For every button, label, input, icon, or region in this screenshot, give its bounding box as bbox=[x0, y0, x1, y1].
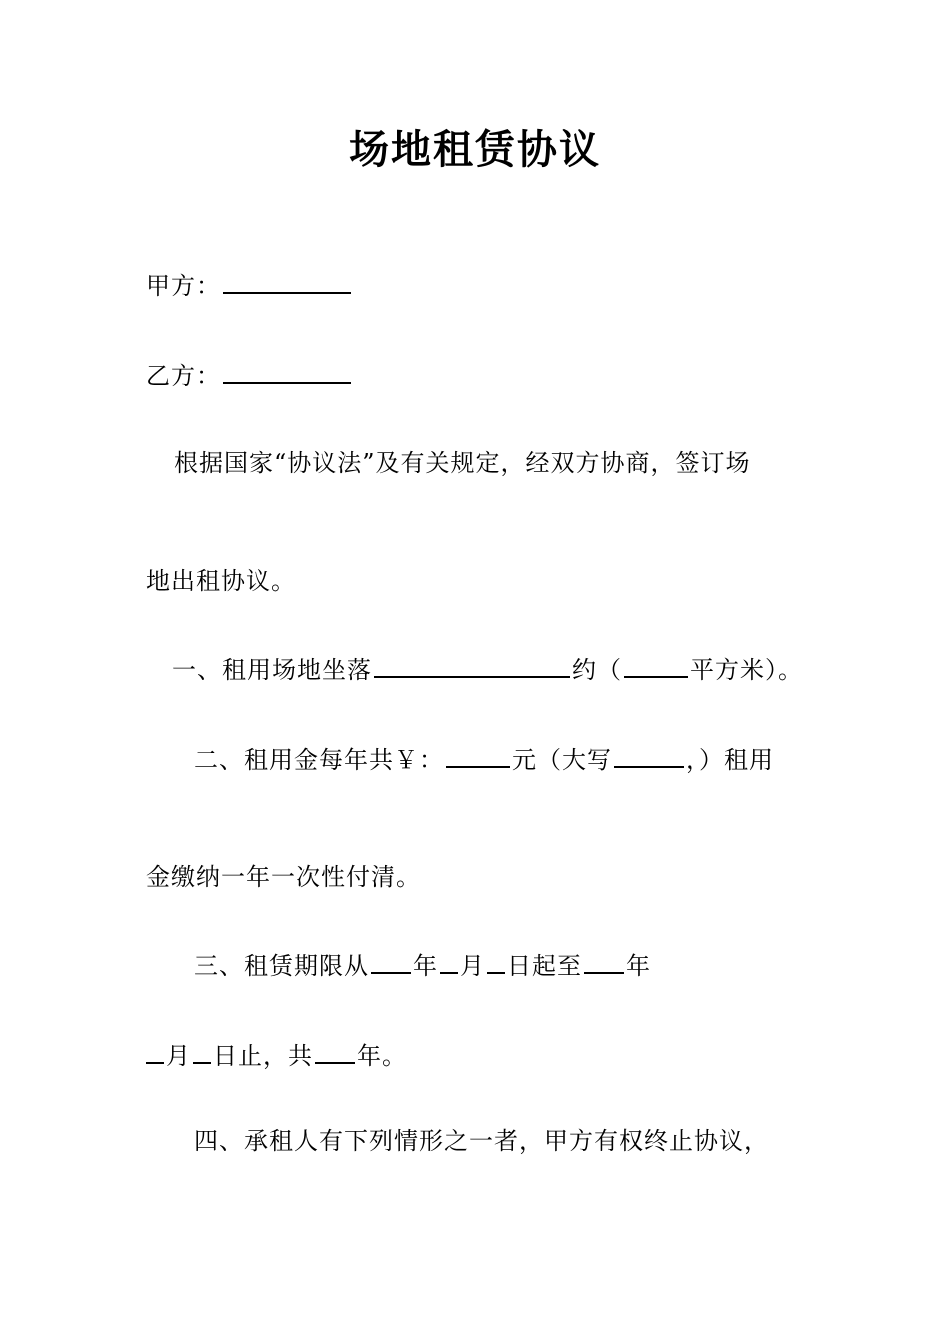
clause-3-text-h: 年。 bbox=[357, 1042, 407, 1070]
clause-3-line-1 bbox=[194, 948, 651, 981]
clause-3-text-a: 三、租赁期限从 bbox=[194, 952, 369, 980]
clause-3-text-b: 年 bbox=[413, 952, 438, 980]
party-b-label: 乙方： bbox=[146, 362, 221, 390]
clause-3-text-g: 日止，共 bbox=[213, 1042, 313, 1070]
preamble-line-2: 地出租协议。 bbox=[146, 567, 296, 595]
clause-1-text-a: 一、租用场地坐落 bbox=[172, 656, 372, 684]
end-year-blank bbox=[584, 948, 624, 974]
rent-amount-blank bbox=[446, 742, 510, 768]
total-years-blank bbox=[315, 1038, 355, 1064]
site-location-blank bbox=[374, 652, 570, 678]
clause-2-line-2: 金缴纳一年一次性付清。 bbox=[146, 863, 421, 891]
rent-amount-words-blank bbox=[614, 742, 684, 768]
party-a-blank bbox=[223, 268, 351, 294]
start-month-blank bbox=[440, 948, 458, 974]
preamble-line-1: 根据国家“协议法”及有关规定，经双方协商，签订场 bbox=[174, 449, 751, 477]
clause-2-text-c: ，）租用 bbox=[686, 746, 774, 774]
clause-3-text-c: 月 bbox=[460, 952, 485, 980]
clause-3-text-d: 日起至 bbox=[507, 952, 582, 980]
end-day-blank bbox=[193, 1038, 211, 1064]
clause-3-text-e: 年 bbox=[626, 952, 651, 980]
party-b-blank bbox=[223, 358, 351, 384]
clause-1-text-b: 约（ bbox=[572, 656, 622, 684]
clause-2-line-1 bbox=[194, 742, 774, 775]
clause-2-text-a: 二、租用金每年共￥： bbox=[194, 746, 444, 774]
area-blank bbox=[624, 652, 688, 678]
party-a-label: 甲方： bbox=[146, 272, 221, 300]
clause-4: 四、承租人有下列情形之一者，甲方有权终止协议， bbox=[194, 1127, 769, 1155]
start-day-blank bbox=[487, 948, 505, 974]
clause-1 bbox=[172, 652, 803, 685]
clause-3-line-2 bbox=[146, 1038, 407, 1071]
party-a-line bbox=[146, 268, 353, 301]
start-year-blank bbox=[371, 948, 411, 974]
party-b-line bbox=[146, 358, 353, 391]
clause-1-text-c: 平方米）。 bbox=[690, 656, 803, 684]
document-title: 场地租赁协议 bbox=[349, 126, 601, 173]
clause-2-text-b: 元（大写 bbox=[512, 746, 612, 774]
end-month-blank bbox=[146, 1038, 164, 1064]
clause-3-text-f: 月 bbox=[166, 1042, 191, 1070]
